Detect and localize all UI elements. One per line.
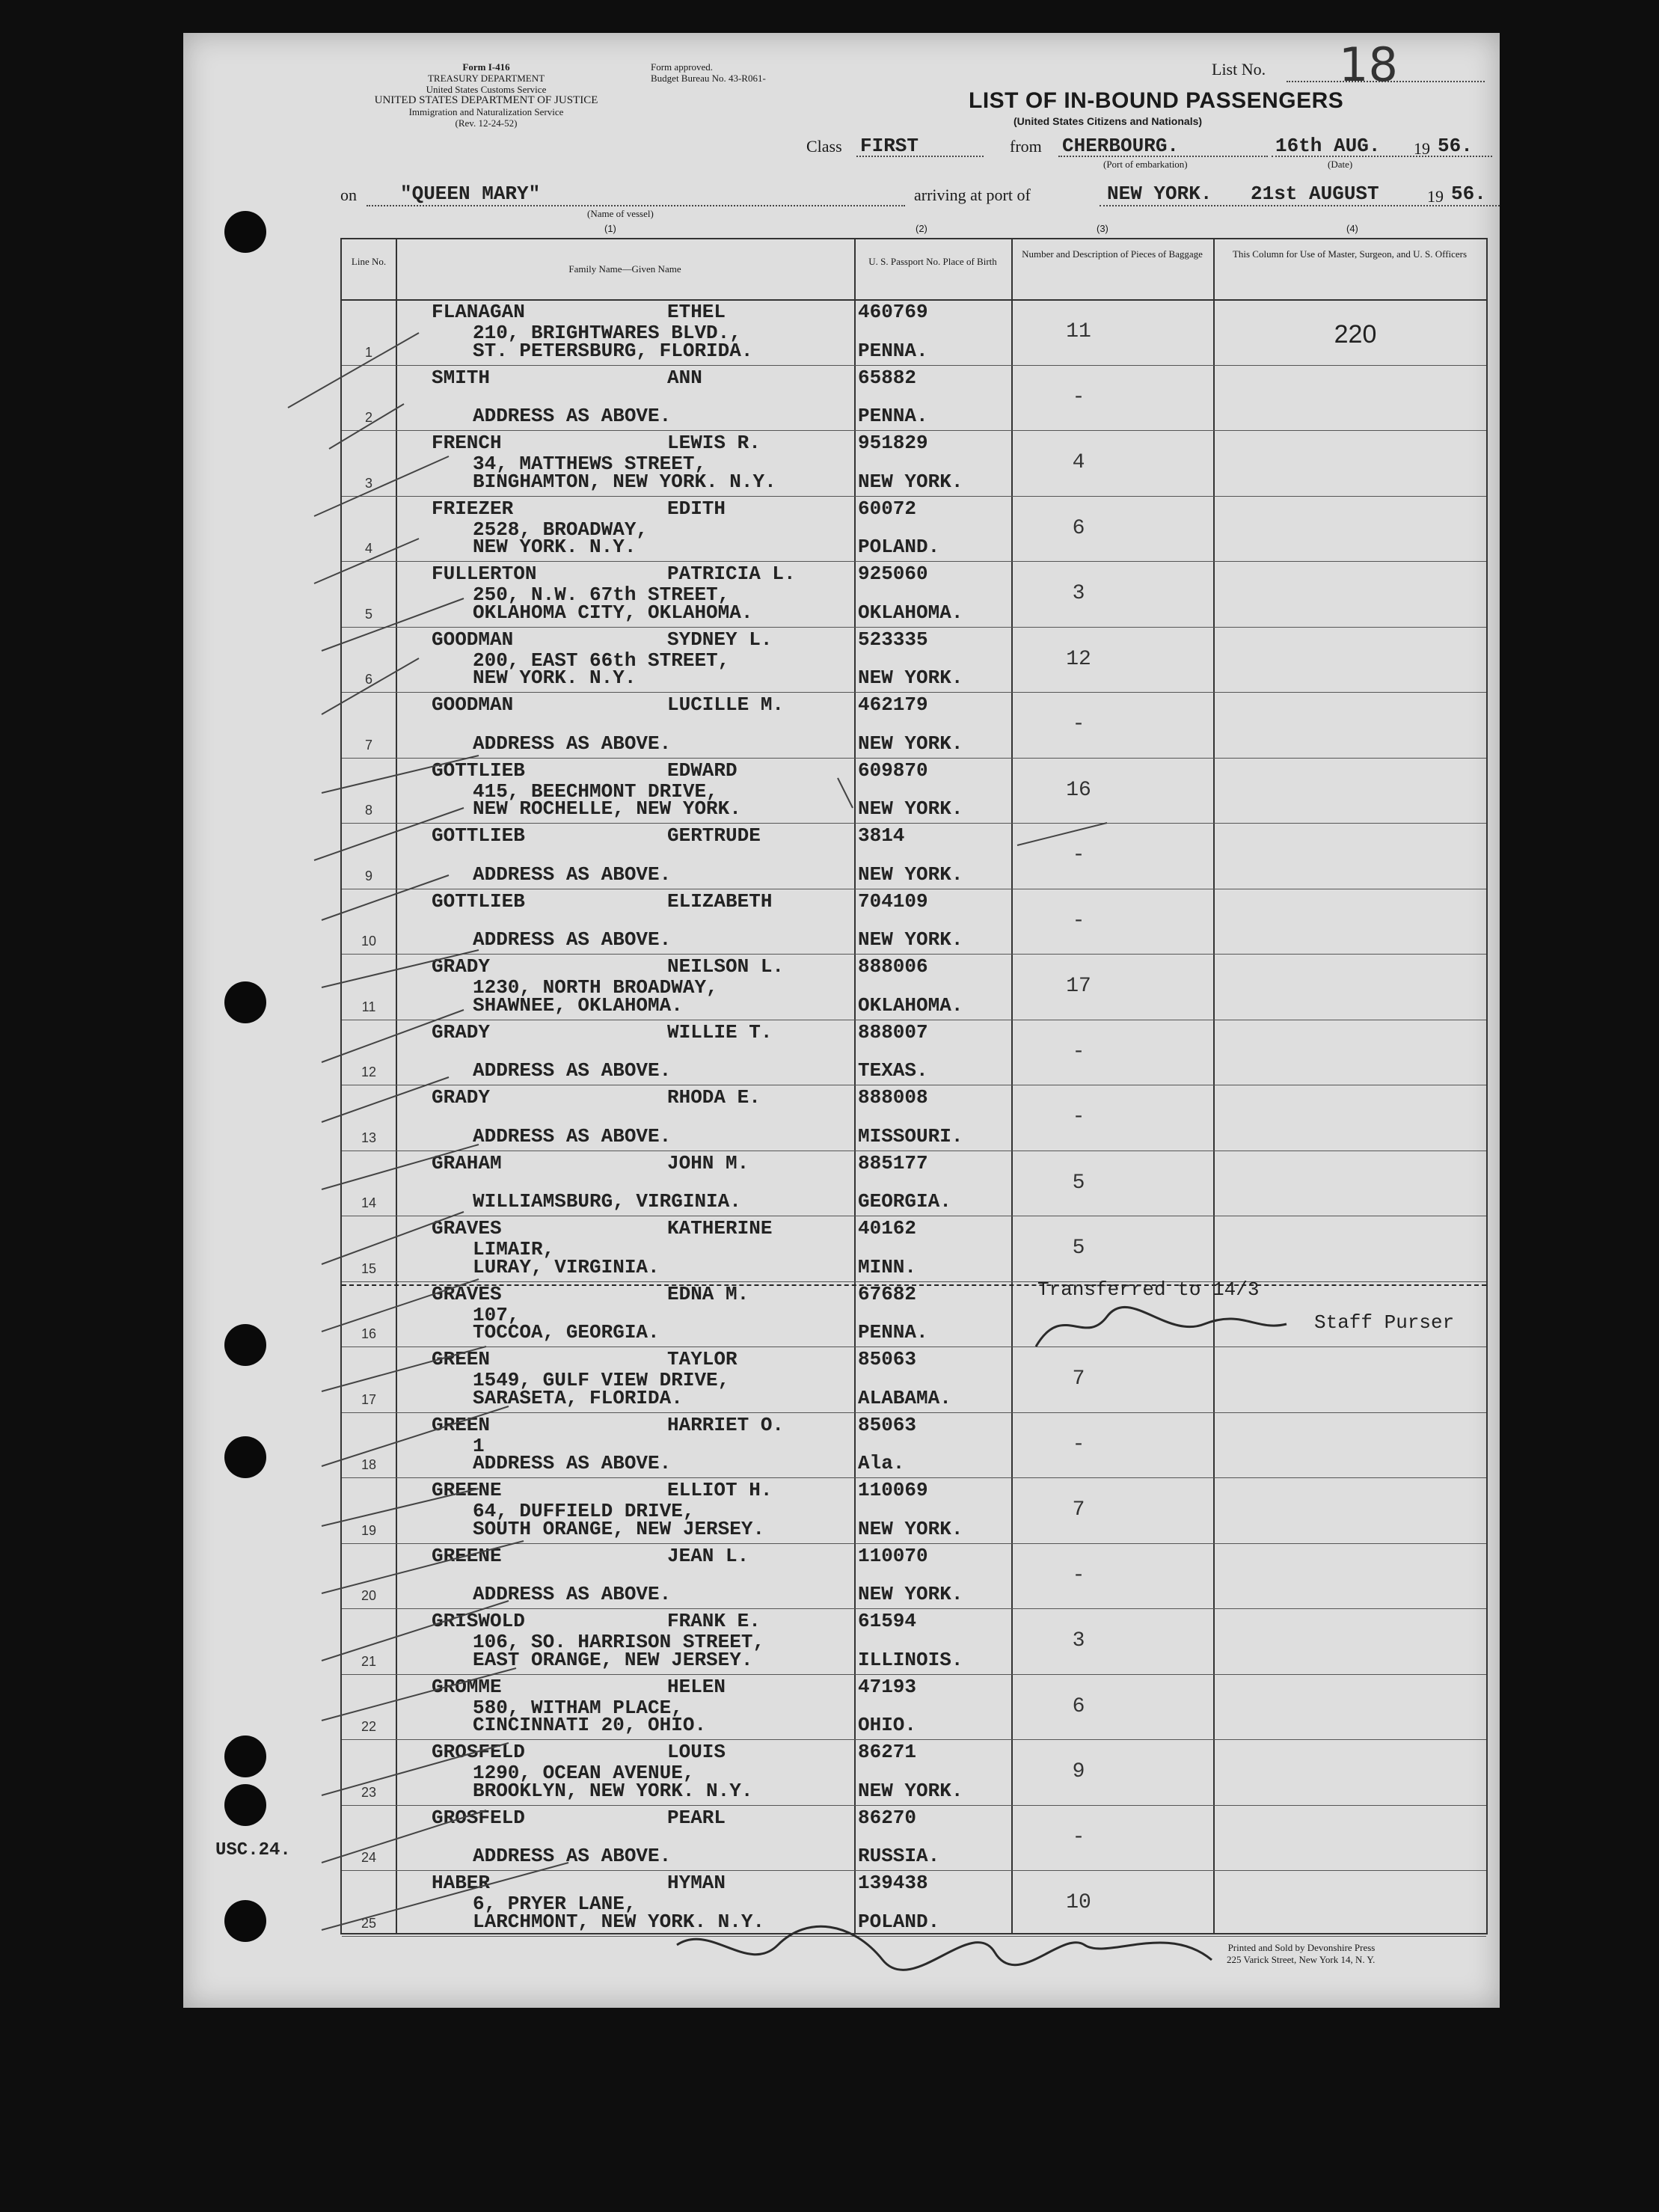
arrival-year-prefix: 19 [1427, 187, 1444, 206]
address-line-1: 1549, GULF VIEW DRIVE, [473, 1369, 730, 1391]
officer-notation: 220 [1334, 320, 1377, 349]
staff-purser-note: Staff Purser [1314, 1311, 1455, 1334]
address-line-1: 6, PRYER LANE, [473, 1893, 637, 1915]
table-row [342, 430, 1486, 497]
table-row [342, 1543, 1486, 1610]
line-number: 11 [361, 999, 376, 1014]
passport-number: 460769 [858, 301, 928, 323]
given-name: ELLIOT H. [667, 1479, 773, 1501]
table-row [342, 561, 1486, 628]
family-name: GROMME [432, 1675, 502, 1698]
given-name: WILLIE T. [667, 1020, 773, 1044]
passport-number: 704109 [858, 889, 928, 913]
family-name: GRADY [432, 955, 491, 978]
dept-treasury: TREASURY DEPARTMENT [427, 73, 545, 84]
line-number: 5 [364, 606, 372, 622]
header-officers: This Column for Use of Master, Surgeon, and U. S. Officers [1232, 248, 1468, 260]
line-number: 9 [364, 868, 372, 883]
baggage-count: - [1072, 1040, 1085, 1064]
address-line-2: LURAY, VIRGINIA. [473, 1255, 660, 1278]
family-name: GRAVES [432, 1217, 502, 1240]
family-name: GOODMAN [432, 693, 514, 716]
address-line-2: ADDRESS AS ABOVE. [473, 1452, 672, 1474]
budget-block [651, 61, 766, 84]
given-name: EDWARD [667, 759, 737, 782]
family-name: GREENE [432, 1479, 502, 1501]
family-name: GRADY [432, 1020, 491, 1044]
family-name: GOODMAN [432, 628, 514, 651]
line-number: 3 [364, 475, 372, 491]
address-line-2: SOUTH ORANGE, NEW JERSEY. [473, 1517, 765, 1540]
family-name: FULLERTON [432, 563, 537, 585]
table-row [342, 1412, 1486, 1479]
strikethrough-line [342, 1284, 1486, 1286]
dept-justice: UNITED STATES DEPARTMENT OF JUSTICE [374, 94, 598, 106]
vessel-name: "QUEEN MARY" [400, 183, 541, 205]
address-line-2: ADDRESS AS ABOVE. [473, 1059, 672, 1082]
place-of-birth: MISSOURI. [858, 1124, 963, 1148]
passport-number: 65882 [858, 366, 917, 389]
family-name: GREEN [432, 1413, 491, 1436]
passport-number: 462179 [858, 693, 928, 716]
address-line-2: ADDRESS AS ABOVE. [473, 1583, 672, 1605]
form-approved: Form approved. [651, 61, 714, 73]
place-of-birth: NEW YORK. [858, 1779, 963, 1802]
given-name: LEWIS R. [667, 432, 761, 454]
place-of-birth: MINN. [858, 1255, 917, 1278]
class-value: FIRST [860, 135, 919, 157]
address-line-2: SARASETA, FLORIDA. [473, 1386, 683, 1409]
line-number: 24 [361, 1850, 377, 1865]
address-line-1: 200, EAST 66th STREET, [473, 649, 730, 672]
address-line-2: OKLAHOMA CITY, OKLAHOMA. [473, 601, 753, 624]
printer-credit [1227, 1942, 1375, 1966]
line-number: 20 [361, 1588, 377, 1603]
passport-number: 61594 [858, 1610, 917, 1632]
given-name: NEILSON L. [667, 955, 785, 978]
date-underline [1272, 156, 1492, 157]
place-of-birth: ALABAMA. [858, 1386, 951, 1409]
from-underline [1058, 156, 1268, 157]
family-name: SMITH [432, 366, 491, 389]
family-name: GREENE [432, 1544, 502, 1567]
baggage-count: - [1072, 713, 1085, 736]
passport-number: 86270 [858, 1806, 917, 1829]
table-row [342, 692, 1486, 759]
table-row [342, 823, 1486, 889]
address-line-1: 2528, BROADWAY, [473, 518, 648, 541]
printer-line-2: 225 Varick Street, New York 14, N. Y. [1227, 1954, 1376, 1965]
passport-number: 85063 [858, 1348, 917, 1370]
address-line-1: 106, SO. HARRISON STREET, [473, 1631, 765, 1653]
given-name: JOHN M. [667, 1151, 749, 1174]
table-row [342, 365, 1486, 432]
place-of-birth: NEW YORK. [858, 1583, 963, 1605]
port-embarkation-note: (Port of embarkation) [1103, 159, 1188, 170]
passport-number: 110070 [858, 1544, 928, 1567]
passport-number: 40162 [858, 1217, 917, 1240]
given-name: HARRIET O. [667, 1413, 785, 1436]
passport-number: 3814 [858, 824, 905, 847]
place-of-birth: NEW YORK. [858, 667, 963, 689]
given-name: GERTRUDE [667, 824, 761, 847]
line-number: 6 [364, 672, 372, 687]
line-number: 4 [364, 541, 372, 556]
table-row [342, 1020, 1486, 1086]
address-line-2: ADDRESS AS ABOVE. [473, 863, 672, 886]
given-name: KATHERINE [667, 1217, 773, 1240]
arrival-underline [1100, 205, 1500, 206]
place-of-birth: OKLAHOMA. [858, 601, 963, 624]
given-name: LOUIS [667, 1741, 726, 1763]
family-name: FRENCH [432, 432, 502, 454]
address-line-2: WILLIAMSBURG, VIRGINIA. [473, 1190, 741, 1213]
passport-number: 110069 [858, 1479, 928, 1501]
arrival-year: 56. [1451, 183, 1486, 205]
address-line-2: NEW YORK. N.Y. [473, 536, 637, 558]
given-name: HELEN [667, 1675, 726, 1698]
table-row [342, 496, 1486, 563]
printer-line-1: Printed and Sold by Devonshire Press [1227, 1942, 1376, 1953]
line-number: 8 [364, 803, 372, 818]
line-number: 2 [364, 410, 372, 425]
place-of-birth: NEW YORK. [858, 797, 963, 820]
address-line-1: 250, N.W. 67th STREET, [473, 583, 730, 606]
embark-year: 56. [1438, 135, 1473, 157]
passport-number: 951829 [858, 432, 928, 454]
address-line-2: ADDRESS AS ABOVE. [473, 732, 672, 755]
budget-number: Budget Bureau No. 43-R061- [651, 73, 766, 84]
address-line-2: TOCCOA, GEORGIA. [473, 1321, 660, 1344]
col-num-2: (2) [916, 223, 927, 234]
passport-number: 85063 [858, 1413, 917, 1436]
address-line-2: ST. PETERSBURG, FLORIDA. [473, 339, 753, 362]
baggage-count: 3 [1072, 1629, 1085, 1652]
dept-treasury-sub: United States Customs Service [426, 84, 547, 95]
passport-number: 925060 [858, 563, 928, 585]
line-number: 7 [364, 737, 372, 753]
table-header [342, 239, 1486, 301]
place-of-birth: NEW YORK. [858, 928, 963, 951]
family-name: HABER [432, 1872, 491, 1894]
punch-hole [224, 211, 266, 253]
col-num-1: (1) [604, 223, 616, 234]
given-name: HYMAN [667, 1872, 726, 1894]
line-number: 18 [361, 1457, 377, 1472]
place-of-birth: TEXAS. [858, 1059, 928, 1082]
passport-number: 888006 [858, 955, 928, 978]
line-number: 21 [361, 1653, 377, 1669]
baggage-count: - [1072, 1563, 1085, 1587]
place-of-birth: OKLAHOMA. [858, 993, 963, 1017]
list-no-underline [1287, 81, 1485, 82]
given-name: PEARL [667, 1806, 726, 1829]
embarkation-date: 16th AUG. [1275, 135, 1381, 157]
line-number: 25 [361, 1915, 377, 1931]
given-name: SYDNEY L. [667, 628, 773, 651]
punch-hole [224, 1436, 266, 1478]
family-name: GRAHAM [432, 1151, 502, 1174]
address-line-2: LARCHMONT, NEW YORK. N.Y. [473, 1910, 765, 1933]
list-no-label: List No. [1212, 60, 1266, 79]
address-line-2: ADDRESS AS ABOVE. [473, 1845, 672, 1867]
line-number: 13 [361, 1130, 377, 1145]
family-name: FRIEZER [432, 497, 514, 520]
baggage-count: 3 [1072, 582, 1085, 605]
place-of-birth: NEW YORK. [858, 1517, 963, 1540]
family-name: GROSFELD [432, 1806, 525, 1829]
place-of-birth: ILLINOIS. [858, 1648, 963, 1671]
vessel-note: (Name of vessel) [587, 208, 654, 219]
place-of-birth: PENNA. [858, 1321, 928, 1344]
table-row [342, 954, 1486, 1020]
line-number: 16 [361, 1326, 377, 1341]
line-number: 22 [361, 1719, 377, 1734]
passport-number: 888007 [858, 1020, 928, 1044]
place-of-birth: NEW YORK. [858, 470, 963, 493]
form-agency-block [329, 61, 643, 129]
transfer-note: Transferred to 14/3 [1037, 1278, 1260, 1301]
table-row [342, 1216, 1486, 1282]
arrival-date: 21st AUGUST [1251, 183, 1379, 205]
address-line-1: 1 [473, 1434, 485, 1457]
col-num-3: (3) [1097, 223, 1108, 234]
passport-number: 885177 [858, 1151, 928, 1174]
address-line-1: 210, BRIGHTWARES BLVD., [473, 322, 741, 344]
address-line-1: 1230, NORTH BROADWAY, [473, 976, 718, 999]
place-of-birth: PENNA. [858, 405, 928, 427]
baggage-count: 6 [1072, 1694, 1085, 1718]
family-name: GRADY [432, 1086, 491, 1109]
table-row [342, 889, 1486, 955]
given-name: FRANK E. [667, 1610, 761, 1632]
address-line-2: ADDRESS AS ABOVE. [473, 405, 672, 427]
class-underline [856, 156, 984, 157]
baggage-count: 9 [1072, 1760, 1085, 1783]
given-name: JEAN L. [667, 1544, 749, 1567]
place-of-birth: PENNA. [858, 339, 928, 362]
table-row [342, 1346, 1486, 1413]
given-name: PATRICIA L. [667, 563, 796, 585]
family-name: FLANAGAN [432, 301, 525, 323]
header-passport: U. S. Passport No. Place of Birth [868, 256, 997, 267]
page-title: LIST OF IN-BOUND PASSENGERS [969, 88, 1344, 113]
punch-hole [224, 1324, 266, 1366]
header-name: Family Name—Given Name [568, 263, 681, 275]
vessel-underline [367, 205, 905, 206]
table-row [342, 627, 1486, 693]
line-number: 19 [361, 1522, 377, 1538]
address-line-2: NEW ROCHELLE, NEW YORK. [473, 797, 741, 820]
arriving-label: arriving at port of [914, 186, 1031, 204]
place-of-birth: Ala. [858, 1452, 905, 1474]
col-num-4: (4) [1346, 223, 1358, 234]
place-of-birth: RUSSIA. [858, 1845, 940, 1867]
address-line-1: 107, [473, 1303, 520, 1326]
passport-number: 609870 [858, 759, 928, 782]
header-line-no: Line No. [351, 256, 387, 267]
address-line-2: SHAWNEE, OKLAHOMA. [473, 993, 683, 1017]
baggage-count: - [1072, 1825, 1085, 1849]
header-baggage: Number and Description of Pieces of Baggage [1022, 248, 1203, 260]
place-of-birth: POLAND. [858, 536, 940, 558]
given-name: EDNA M. [667, 1282, 749, 1305]
from-label: from [1010, 137, 1042, 156]
list-no-value: 18 [1339, 37, 1398, 92]
given-name: ETHEL [667, 301, 726, 323]
page-subtitle: (United States Citizens and Nationals) [1014, 115, 1203, 127]
given-name: RHODA E. [667, 1086, 761, 1109]
baggage-count: - [1072, 909, 1085, 933]
passport-number: 67682 [858, 1282, 917, 1305]
baggage-count: - [1072, 844, 1085, 867]
table-row [342, 1278, 1486, 1348]
class-label: Class [806, 137, 842, 156]
family-name: GOTTLIEB [432, 824, 525, 847]
family-name: GROSFELD [432, 1741, 525, 1763]
place-of-birth: NEW YORK. [858, 732, 963, 755]
address-line-1: 1290, OCEAN AVENUE, [473, 1762, 695, 1784]
punch-hole [224, 981, 266, 1023]
dept-justice-sub: Immigration and Naturalization Service [408, 106, 564, 117]
baggage-count: 4 [1072, 451, 1085, 474]
address-line-2: ADDRESS AS ABOVE. [473, 1124, 672, 1148]
table-row [342, 1674, 1486, 1741]
passport-number: 523335 [858, 628, 928, 651]
table-row [342, 1477, 1486, 1544]
family-name: GOTTLIEB [432, 759, 525, 782]
baggage-count: - [1072, 385, 1085, 409]
date-note: (Date) [1328, 159, 1353, 170]
punch-hole [224, 1900, 266, 1942]
baggage-count: - [1072, 1106, 1085, 1129]
line-number: 10 [361, 934, 377, 949]
line-number: 23 [361, 1784, 377, 1800]
punch-hole [224, 1784, 266, 1826]
form-revision: (Rev. 12-24-52) [455, 117, 518, 129]
baggage-count: - [1072, 1433, 1085, 1456]
baggage-count: 5 [1072, 1237, 1085, 1260]
passport-number: 139438 [858, 1872, 928, 1894]
address-line-2: BROOKLYN, NEW YORK. N.Y. [473, 1779, 753, 1802]
line-number: 1 [364, 344, 372, 360]
line-number: 15 [361, 1260, 377, 1276]
address-line-1: 64, DUFFIELD DRIVE, [473, 1500, 695, 1522]
given-name: LUCILLE M. [667, 693, 785, 716]
table-row [342, 758, 1486, 824]
on-label: on [340, 186, 357, 204]
passport-number: 60072 [858, 497, 917, 520]
baggage-count: 12 [1066, 647, 1091, 671]
line-number: 17 [361, 1391, 377, 1407]
form-number: Form I-416 [462, 61, 510, 73]
baggage-count: 10 [1066, 1891, 1091, 1914]
address-line-2: EAST ORANGE, NEW JERSEY. [473, 1648, 753, 1671]
baggage-count: 6 [1072, 516, 1085, 540]
address-line-2: CINCINNATI 20, OHIO. [473, 1714, 707, 1736]
baggage-count: 7 [1072, 1367, 1085, 1391]
address-line-1: 34, MATTHEWS STREET, [473, 453, 707, 475]
punch-hole [224, 1735, 266, 1777]
address-line-2: NEW YORK. N.Y. [473, 667, 637, 689]
passport-number: 86271 [858, 1741, 917, 1763]
given-name: TAYLOR [667, 1348, 737, 1370]
baggage-count: 7 [1072, 1498, 1085, 1522]
place-of-birth: GEORGIA. [858, 1190, 951, 1213]
passenger-table [340, 238, 1488, 1934]
port-embarkation: CHERBOURG. [1062, 135, 1180, 157]
embark-year-prefix: 19 [1414, 139, 1430, 158]
line-number: 12 [361, 1064, 377, 1079]
given-name: ELIZABETH [667, 889, 773, 913]
place-of-birth: OHIO. [858, 1714, 917, 1736]
table-row [342, 1805, 1486, 1872]
address-line-2: BINGHAMTON, NEW YORK. N.Y. [473, 470, 776, 493]
family-name: GRISWOLD [432, 1610, 525, 1632]
table-row [342, 1870, 1486, 1937]
table-row [342, 1608, 1486, 1675]
arrival-port: NEW YORK. [1107, 183, 1212, 205]
place-of-birth: NEW YORK. [858, 863, 963, 886]
baggage-count: 17 [1066, 975, 1091, 998]
margin-note: USC.24. [215, 1840, 291, 1860]
address-line-1: 580, WITHAM PLACE, [473, 1696, 683, 1719]
passport-number: 888008 [858, 1086, 928, 1109]
table-row [342, 299, 1486, 366]
table-row [342, 1151, 1486, 1217]
family-name: GOTTLIEB [432, 889, 525, 913]
table-row [342, 1739, 1486, 1806]
baggage-count: 5 [1072, 1171, 1085, 1195]
address-line-2: ADDRESS AS ABOVE. [473, 928, 672, 951]
family-name: GREEN [432, 1348, 491, 1370]
address-line-1: 415, BEECHMONT DRIVE, [473, 779, 718, 803]
given-name: ANN [667, 366, 702, 389]
line-number: 14 [361, 1195, 377, 1210]
table-row [342, 1085, 1486, 1151]
address-line-1: LIMAIR, [473, 1238, 555, 1260]
place-of-birth: POLAND. [858, 1910, 940, 1933]
baggage-count: 16 [1066, 778, 1091, 802]
baggage-count: 11 [1066, 320, 1091, 343]
family-name: GRAVES [432, 1282, 502, 1305]
passport-number: 47193 [858, 1675, 917, 1698]
given-name: EDITH [667, 497, 726, 520]
